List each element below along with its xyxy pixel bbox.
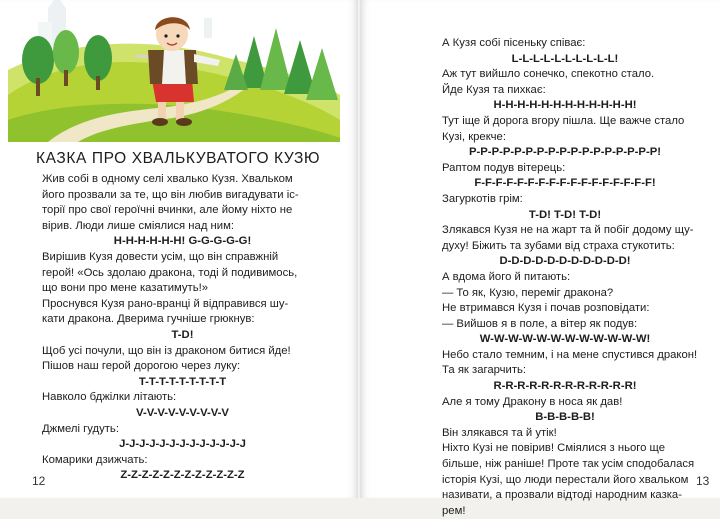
text-line: Вирішив Кузя довести усім, що він справжній bbox=[42, 250, 279, 263]
page-number-right: 13 bbox=[696, 474, 710, 488]
text-line: Йде Кузя та пихкає: bbox=[442, 83, 546, 96]
text-line: Кузі, крекче: bbox=[442, 130, 506, 143]
text-line: Він злякався та й утік! bbox=[442, 426, 557, 439]
text-line: духу! Біжить та зубами від страха стукотить: bbox=[442, 239, 675, 252]
text-line: Небо стало темним, і на мене спустився дракон! bbox=[442, 348, 698, 361]
sound-line: D-D-D-D-D-D-D-D-D-D-D! bbox=[499, 255, 631, 268]
text-line: його прозвали за те, що він любив вигадувати іс- bbox=[42, 188, 299, 201]
sound-line: P-P-P-P-P-P-P-P-P-P-P-P-P-P-P-P-P! bbox=[468, 146, 662, 159]
text-line: Загуркотів грім: bbox=[442, 192, 523, 205]
right-page bbox=[360, 0, 720, 517]
text-line: історія Кузі, що люди перестали його хвальком bbox=[442, 473, 689, 486]
text-line: Але я тому Дракону в носа як дав! bbox=[442, 395, 623, 408]
sound-line: J-J-J-J-J-J-J-J-J-J-J-J-J bbox=[119, 438, 246, 451]
left-page-text bbox=[30, 172, 335, 484]
sound-line: F-F-F-F-F-F-F-F-F-F-F-F-F-F-F-F-F! bbox=[474, 177, 656, 190]
left-page bbox=[0, 0, 358, 498]
story-title: КАЗКА ПРО ХВАЛЬКУВАТОГО КУЗЮ bbox=[36, 150, 321, 167]
text-line: Та як загарчить: bbox=[442, 364, 527, 377]
sound-line: T-T-T-T-T-T-T-T-T bbox=[138, 375, 227, 388]
text-line: вірив. Люди лише сміялися над ним: bbox=[42, 219, 235, 232]
text-line: А Кузя собі пісеньку співає: bbox=[442, 37, 586, 49]
sound-line: R-R-R-R-R-R-R-R-R-R-R-R! bbox=[493, 380, 637, 393]
text-line: Джмелі гудуть: bbox=[42, 422, 119, 435]
text-line: що вони про мене казатимуть!» bbox=[42, 282, 209, 295]
text-line: Аж тут вийшло сонечко, спекотно стало. bbox=[442, 68, 655, 81]
text-line: — То як, Кузю, переміг дракона? bbox=[442, 286, 614, 299]
text-line: називати, а прозвали відтоді народним казка- bbox=[442, 489, 682, 502]
fairy-tale-illustration bbox=[8, 0, 340, 142]
text-line: Проснувся Кузя рано-вранці й відправився шу- bbox=[42, 297, 289, 310]
right-page-text bbox=[430, 36, 700, 519]
text-line: Навколо бджілки літають: bbox=[42, 391, 177, 404]
text-line: Злякався Кузя не на жарт та й побіг додому щу- bbox=[442, 224, 694, 237]
sound-line: Z-Z-Z-Z-Z-Z-Z-Z-Z-Z-Z-Z bbox=[120, 469, 245, 482]
text-line: рем! bbox=[442, 504, 466, 517]
text-line: Пішов наш герой дорогою через луку: bbox=[42, 360, 241, 373]
text-line: Раптом подув вітерець: bbox=[442, 161, 566, 174]
text-line: — Вийшов я в поле, а вітер як подув: bbox=[442, 317, 638, 330]
sound-line: L-L-L-L-L-L-L-L-L-L! bbox=[511, 52, 619, 65]
sound-line: H-H-H-H-H-H! G-G-G-G-G! bbox=[113, 235, 252, 248]
text-line: більше, ніж раніше! Проте так усім сподобалася bbox=[442, 458, 695, 471]
text-line: герой! «Ось здолаю дракона, тоді й подивимось, bbox=[42, 266, 298, 279]
text-line: Не втримався Кузя і почав розповідати: bbox=[442, 302, 650, 315]
text-line: Щоб усі почули, що він із драконом битися йде! bbox=[42, 344, 291, 357]
sound-line: B-B-B-B-B! bbox=[535, 411, 595, 424]
sound-line: H-H-H-H-H-H-H-H-H-H-H-H! bbox=[493, 99, 637, 112]
sound-line: T-D! bbox=[171, 328, 194, 341]
page-number-left: 12 bbox=[32, 474, 46, 488]
sound-line: W-W-W-W-W-W-W-W-W-W-W-W! bbox=[479, 333, 651, 346]
text-line: торії про свої героїчні вчинки, але йому ніхто не bbox=[42, 204, 293, 217]
text-line: А вдома його й питають: bbox=[442, 270, 571, 283]
text-line: Тут іще й дорога вгору пішла. Ще важче стало bbox=[442, 114, 685, 127]
text-line: Жив собі в одному селі хвалько Кузя. Хвальком bbox=[42, 173, 293, 185]
sound-line: V-V-V-V-V-V-V-V-V bbox=[136, 406, 229, 419]
text-line: кати дракона. Дверима гучніше грюкнув: bbox=[42, 313, 255, 326]
text-line: Комарики дзижчать: bbox=[42, 453, 148, 466]
sound-line: T-D! T-D! T-D! bbox=[528, 208, 602, 221]
text-line: Ніхто Кузі не повірив! Сміялися з нього ще bbox=[442, 442, 665, 455]
